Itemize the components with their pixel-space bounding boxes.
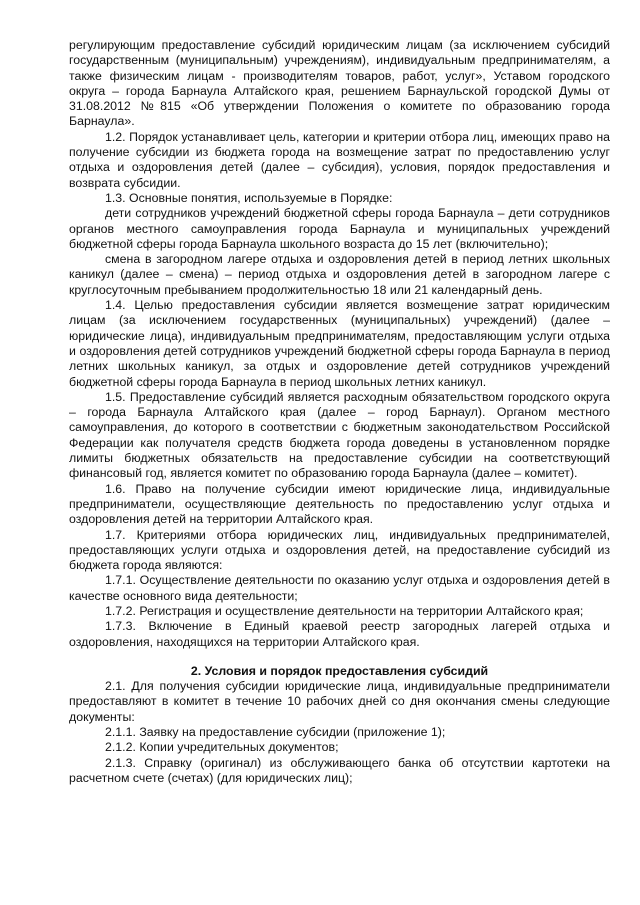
paragraph: 1.7. Критериями отбора юридических лиц, индивидуальных предпринимателей, предоставляющих услуги отдыха и оздоровления детей, на предоставление субсидий из бюджета города являются: xyxy=(69,527,610,573)
paragraph: 1.7.3. Включение в Единый краевой реестр загородных лагерей отдыха и оздоровления, находящихся на территории Алтайского края. xyxy=(69,619,610,649)
paragraph: 1.7.1. Осуществление деятельности по оказанию услуг отдыха и оздоровления детей в качестве основного вида деятельности; xyxy=(69,573,610,603)
paragraph: регулирующим предоставление субсидий юридическим лицам (за исключением субсидий государственным (муниципальным) учреждениям), индивидуальным предпринимателям, а также физическим лицам - производителям товаров, работ, услуг», Уставом городского округа – города Барнаула Алтайского края, решением Барнаульской городской Думы от 31.08.2012 №815 «Об утверждении Положения о комитете по образованию города Барнаула». xyxy=(69,38,610,129)
paragraph: смена в загородном лагере отдыха и оздоровления детей в период летних школьных каникул (далее – смена) – период отдыха и оздоровления детей в загородном лагере с круглосуточным пребыванием продолжительностью 18 или 21 календарный день. xyxy=(69,252,610,297)
paragraph: 2.1. Для получения субсидии юридические лица, индивидуальные предприниматели предоставляют в комитет в течение 10 рабочих дней со дня окончания смены следующие документы: xyxy=(69,679,610,724)
section-heading: 2. Условия и порядок предоставления субсидий xyxy=(190,663,489,678)
document-page xyxy=(69,38,610,786)
paragraph: 1.5. Предоставление субсидий является расходным обязательством городского округа – города Барнаула Алтайского края (далее – город Барнаул). Органом местного самоуправления, до которого в соответствии с бюджетным законодательством Российской Федерации как получателя средств бюджета города доведены в установленном порядке лимиты бюджетных обязательств на предоставление субсидии на соответствующий финансовый год, является комитет по образованию города Барнаула (далее – комитет). xyxy=(69,389,610,481)
paragraph: 1.7.2. Регистрация и осуществление деятельности на территории Алтайского края; xyxy=(105,603,584,618)
paragraph: 2.1.2. Копии учредительных документов; xyxy=(105,740,339,755)
paragraph: 2.1.3. Справку (оригинал) из обслуживающего банка об отсутствии картотеки на расчетном счете (счетах) (для юридических лиц); xyxy=(69,755,610,785)
paragraph: 1.4. Целью предоставления субсидии является возмещение затрат юридическим лицам (за исключением государственных (муниципальных) учреждений) (далее – юридические лица), индивидуальным предпринимателям, предоставляющим услуги отдыха и оздоровления детей сотрудников учреждений бюджетной сферы города Барнаула в период летних школьных каникул, за отдых и оздоровление детей сотрудников учреждений бюджетной сферы города Барнаула в период школьных летних каникул. xyxy=(69,298,610,389)
paragraphs-after xyxy=(69,679,610,786)
paragraph: дети сотрудников учреждений бюджетной сферы города Барнаула – дети сотрудников органов местного самоуправления города Барнаула и муниципальных учреждений бюджетной сферы города Барнаула школьного возраста до 15 лет (включительно); xyxy=(69,206,610,251)
paragraphs-before xyxy=(69,38,610,650)
paragraph: 1.3. Основные понятия, используемые в Порядке: xyxy=(105,190,393,205)
paragraph: 2.1.1. Заявку на предоставление субсидии (приложение 1); xyxy=(105,725,446,740)
paragraph: 1.6. Право на получение субсидии имеют юридические лица, индивидуальные предприниматели, осуществляющие деятельность по предоставлению услуг отдыха и оздоровления детей на территории Алтайского края. xyxy=(69,481,610,527)
paragraph: 1.2. Порядок устанавливает цель, категории и критерии отбора лиц, имеющих право на получение субсидии из бюджета города на возмещение затрат по предоставлению услуг отдыха и оздоровления детей (далее – субсидия), условия, порядок предоставления и возврата субсидии. xyxy=(69,129,610,190)
